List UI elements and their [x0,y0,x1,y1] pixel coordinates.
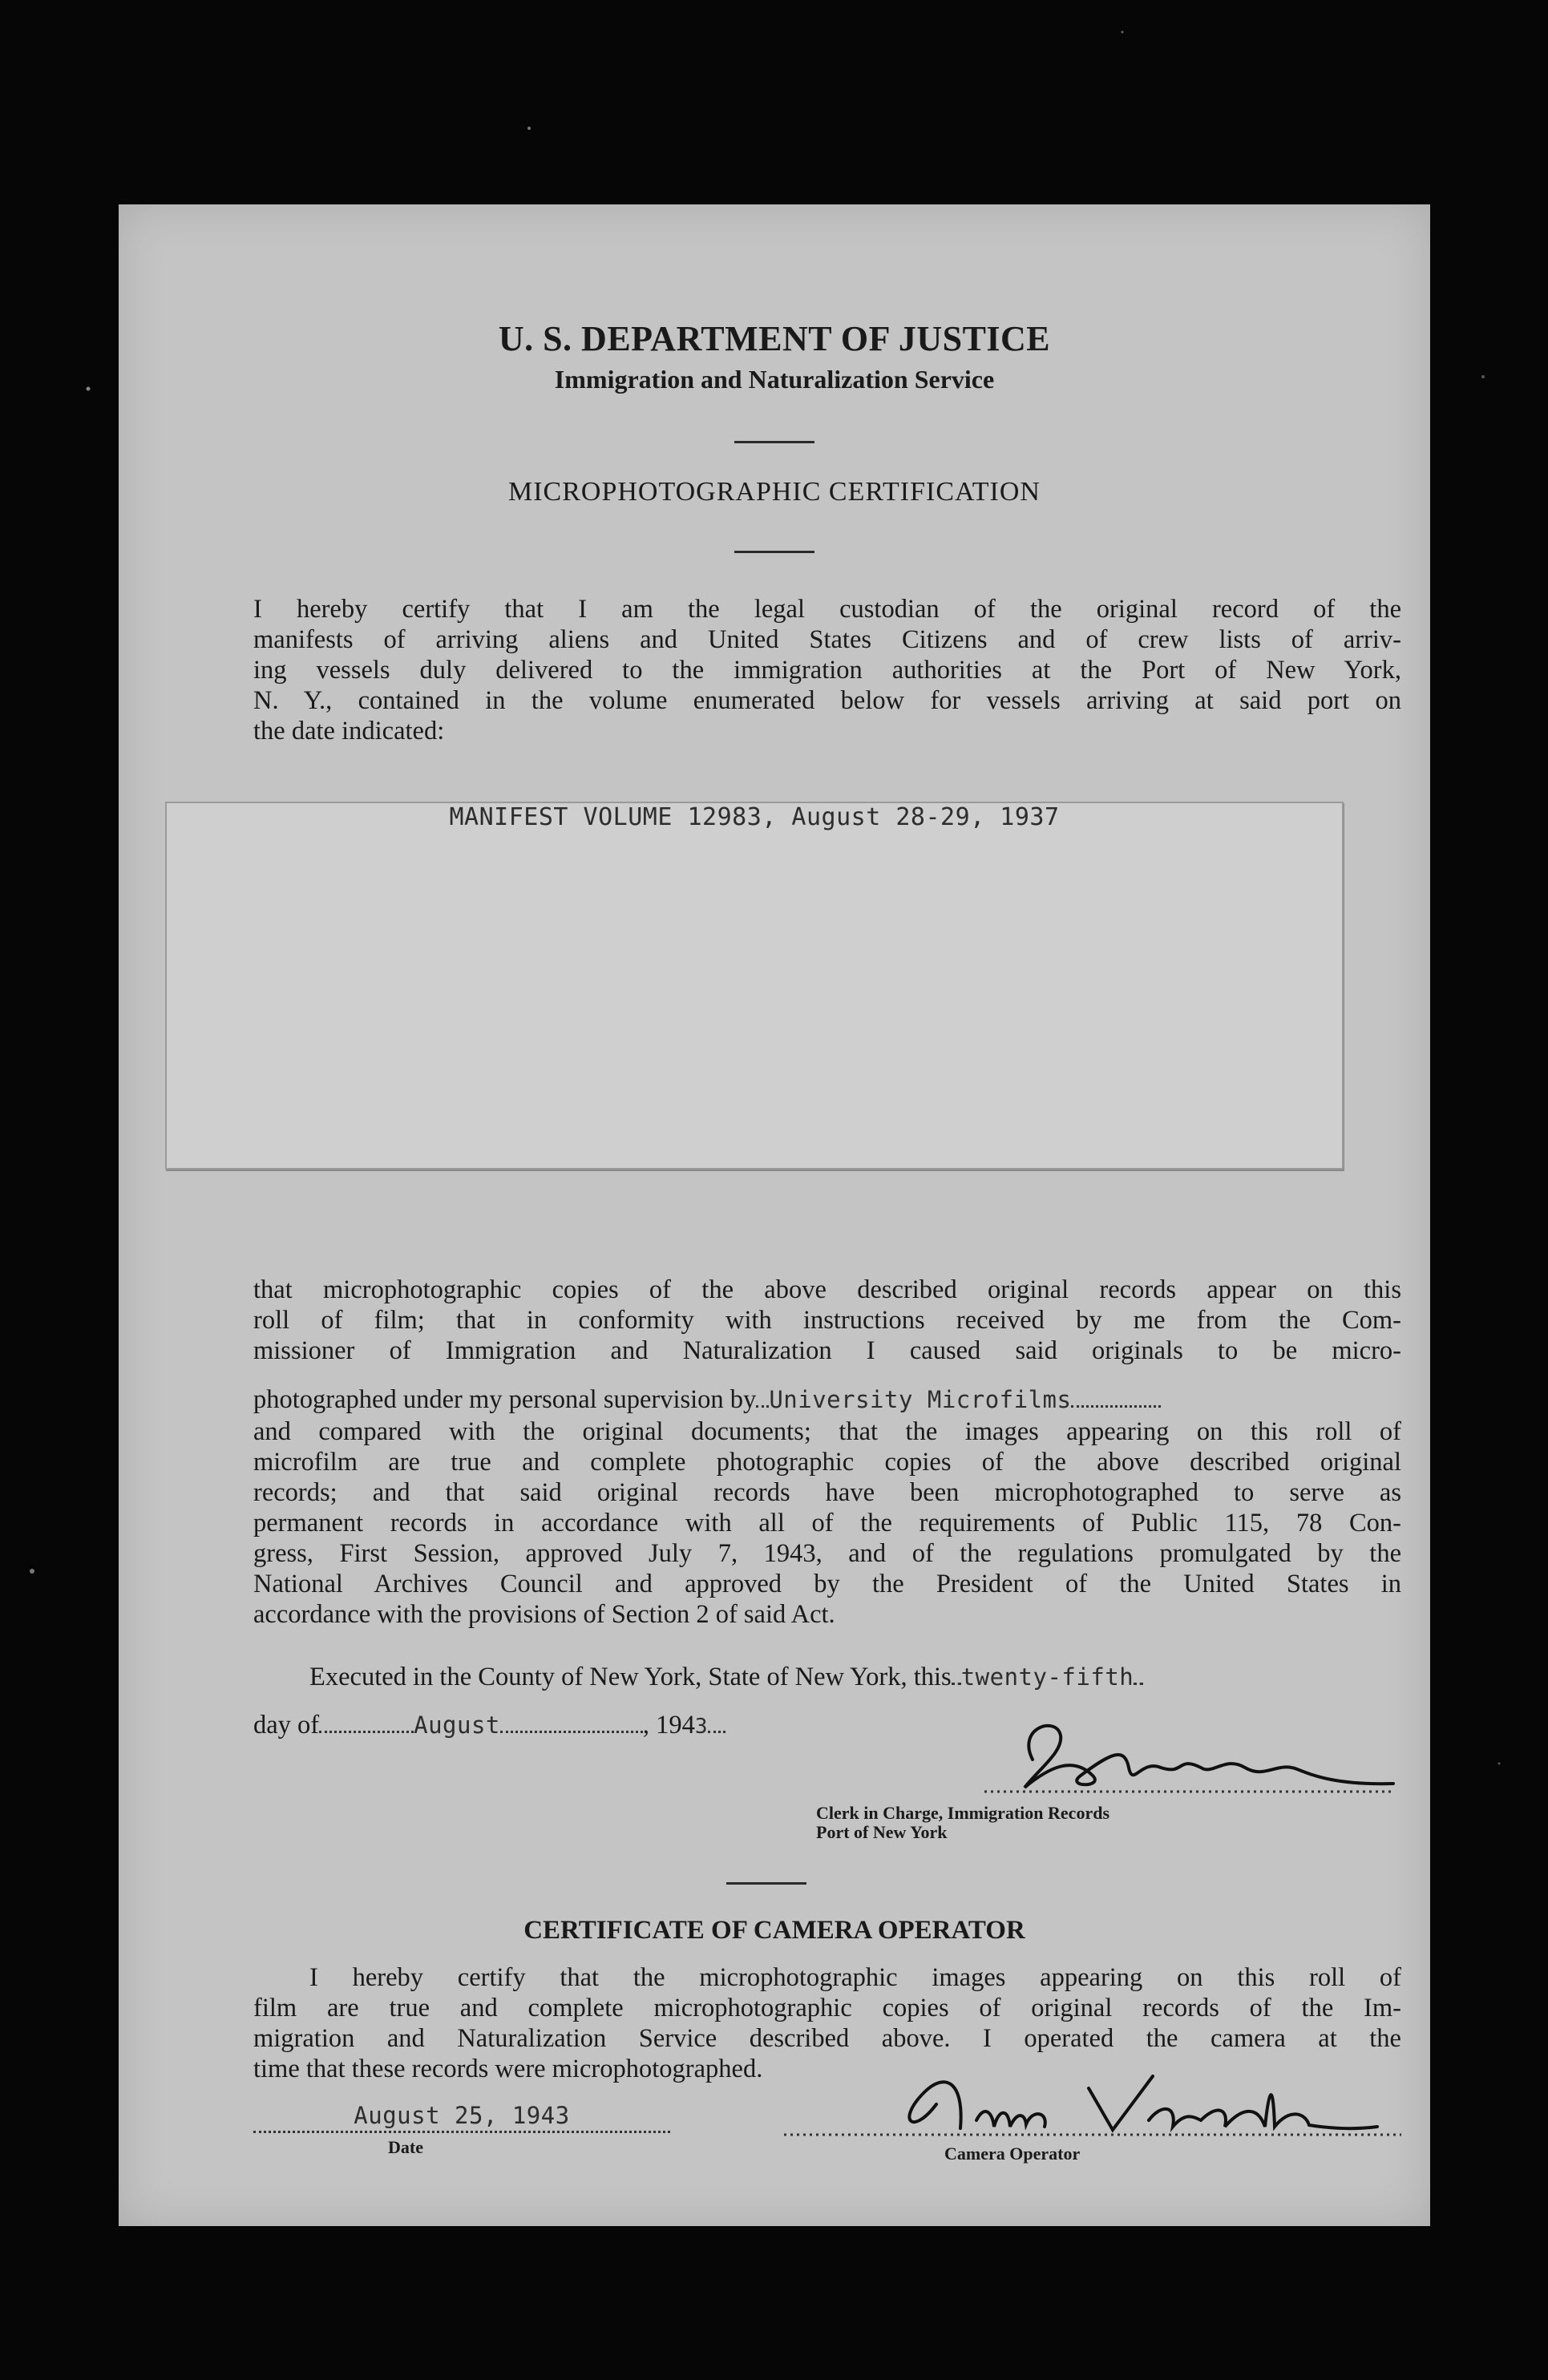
date-label: Date [388,2137,423,2157]
certification-sheet [119,204,1430,2226]
certification-title: MICROPHOTOGRAPHIC CERTIFICATION [507,477,1041,507]
manifest-label-box [165,802,1344,1170]
supervisor-name: University Microfilms [769,1386,1072,1413]
operator-line: time that these records were microphotographed. [253,2055,763,2083]
body-line: that microphotographic copies of the above described original records appear on this [253,1275,1401,1304]
intro-line: N. Y., contained in the volume enumerated below for vessels arriving at said port on [253,686,1401,715]
intro-line: ing vessels duly delivered to the immigration authorities at the Port of New York, [253,656,1401,685]
year-prefix: , 194 [642,1711,695,1740]
camera-operator-heading: CERTIFICATE OF CAMERA OPERATOR [523,1916,1025,1945]
operator-signature-drawing [784,2056,1401,2144]
supervision-line [253,1384,1401,1415]
date-field [253,2102,670,2157]
operator-date: August 25, 1943 [354,2102,570,2129]
operator-line: film are true and complete microphotographic copies of original records of the Im- [253,1994,1401,2022]
body-paragraph [253,1275,1401,1366]
body-paragraph-continued [253,1416,1401,1630]
body-line: National Archives Council and approved by the President of the United States in [253,1570,1401,1598]
body-line: records; and that said original records have been microphotographed to serve as [253,1478,1401,1507]
body-line: missioner of Immigration and Naturalization I caused said originals to be micro- [253,1336,1401,1365]
intro-line: I hereby certify that I am the legal custodian of the original record of the [253,595,1401,624]
department-title: U. S. DEPARTMENT OF JUSTICE [498,319,1051,358]
execution-day: twenty-fifth [960,1663,1134,1691]
clerk-title: Clerk in Charge, Immigration Records [816,1803,1110,1823]
clerk-signature-drawing [920,1711,1401,1808]
service-subtitle: Immigration and Naturalization Service [554,365,995,394]
intro-paragraph [253,594,1401,746]
intro-line: manifests of arriving aliens and United States Citizens and of crew lists of arriv- [253,625,1401,654]
body-line: roll of film; that in conformity with instructions received by me from the Com- [253,1306,1401,1335]
body-line: microfilm are true and complete photographic copies of the above described original [253,1448,1401,1477]
executed-prefix: Executed in the County of New York, State of New York, this [309,1663,952,1691]
operator-signature [784,2056,1401,2144]
operator-line: I hereby certify that the microphotographic images appearing on this roll of [309,1963,1401,1992]
divider-rule [734,551,814,553]
intro-line: the date indicated: [253,717,445,746]
manifest-volume-label: MANIFEST VOLUME 12983, August 28-29, 1937 [449,803,1060,831]
body-line: permanent records in accordance with all of the requirements of Public 115, 78 Con- [253,1509,1401,1538]
year-digit: 3 [694,1715,709,1739]
body-line: gress, First Session, approved July 7, 1943, and of the regulations promulgated by the [253,1539,1401,1568]
body-line: accordance with the provisions of Section 2 of said Act. [253,1600,835,1629]
body-line: and compared with the original documents; that the images appearing on this roll of [253,1417,1401,1446]
day-of-label: day of [253,1711,320,1740]
operator-line: migration and Naturalization Service described above. I operated the camera at the [253,2024,1401,2053]
camera-operator-label: Camera Operator [944,2144,1081,2164]
divider-rule [734,441,814,443]
clerk-office: Port of New York [816,1822,948,1842]
execution-month: August [414,1711,500,1739]
clerk-signature [920,1711,1401,1808]
executed-line [309,1662,1401,1692]
supervision-prefix: photographed under my personal supervision by [253,1385,757,1414]
divider-rule [726,1882,806,1885]
